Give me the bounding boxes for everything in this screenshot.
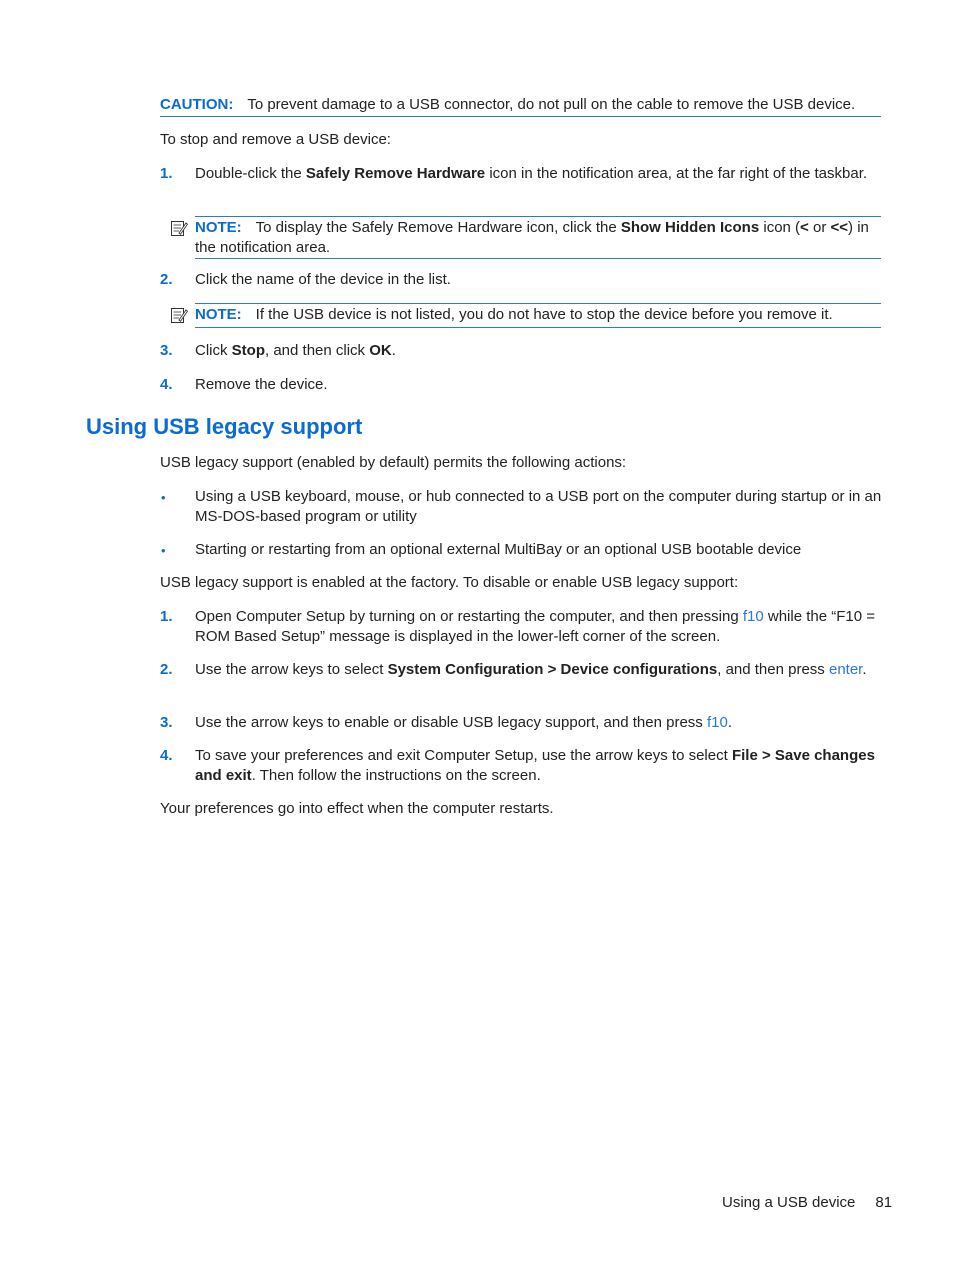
note-label: NOTE: xyxy=(195,306,242,323)
bullet-icon: • xyxy=(161,490,166,505)
closing-text: Your preferences go into effect when the computer restarts. xyxy=(160,800,554,817)
step-text: Use the arrow keys to enable or disable USB legacy support, and then press xyxy=(195,714,707,731)
list-item xyxy=(195,746,885,785)
note-box xyxy=(195,303,881,328)
note-pad-icon xyxy=(170,306,188,324)
caution-label: CAUTION: xyxy=(160,96,234,113)
list-item xyxy=(195,660,885,680)
step-number: 2. xyxy=(160,661,173,678)
step-number: 4. xyxy=(160,747,173,764)
step-text: icon in the notification area, at the far right of the taskbar. xyxy=(485,165,868,182)
step-text: To save your preferences and exit Computer Setup, use the arrow keys to select xyxy=(195,747,732,764)
step-text: , and then press xyxy=(717,661,829,678)
step-number: 1. xyxy=(160,608,173,625)
legacy-enable: USB legacy support is enabled at the factory. To disable or enable USB legacy support: xyxy=(160,574,739,591)
list-item: Remove the device. xyxy=(195,376,328,393)
step-text: Double-click the xyxy=(195,165,306,182)
note-bold: < xyxy=(800,219,809,236)
step-number: 2. xyxy=(160,271,173,288)
note-bold: Show Hidden Icons xyxy=(620,219,760,236)
step-number: 1. xyxy=(160,165,173,182)
step-text: , and then click xyxy=(265,342,370,359)
note-text: To display the Safely Remove Hardware icon, click the xyxy=(255,219,621,236)
step-bold: Stop xyxy=(231,342,265,359)
note-text: If the USB device is not listed, you do not have to stop the device before you remove it. xyxy=(255,306,833,323)
step-text: . xyxy=(862,661,867,678)
step-number: 3. xyxy=(160,342,173,359)
list-item: Starting or restarting from an optional external MultiBay or an optional USB bootable device xyxy=(195,541,802,558)
step-text: Open Computer Setup by turning on or restarting the computer, and then pressing xyxy=(195,608,743,625)
step-bold: OK xyxy=(369,342,392,359)
bullet-icon: • xyxy=(161,543,166,558)
list-item xyxy=(195,713,885,733)
step-number: 3. xyxy=(160,714,173,731)
key-link[interactable]: f10 xyxy=(706,714,728,731)
step-text: . Then follow the instructions on the screen. xyxy=(251,766,541,784)
note-box xyxy=(195,216,881,259)
list-item: Using a USB keyboard, mouse, or hub connected to a USB port on the computer during startup or in an MS-DOS-based program or utility xyxy=(195,488,882,525)
footer-section: Using a USB device xyxy=(722,1194,856,1211)
list-item xyxy=(195,607,885,646)
note-pad-icon xyxy=(170,219,188,237)
note-text: ) in the notification area. xyxy=(195,219,869,256)
step-bold: Safely Remove Hardware xyxy=(305,165,486,182)
caution-box xyxy=(160,95,881,117)
step-text: . xyxy=(391,342,396,359)
note-label: NOTE: xyxy=(195,219,242,236)
key-link[interactable]: f10 xyxy=(742,608,764,625)
legacy-intro: USB legacy support (enabled by default) permits the following actions: xyxy=(160,454,627,471)
note-bold: << xyxy=(830,219,849,236)
step-bold: File > Save changes and exit xyxy=(195,747,875,784)
list-item: Click the name of the device in the list. xyxy=(195,271,451,288)
page-number: 81 xyxy=(875,1194,893,1211)
step-text: Use the arrow keys to select xyxy=(195,661,388,678)
step-number: 4. xyxy=(160,376,173,393)
page-footer xyxy=(722,1193,892,1212)
key-link[interactable]: enter xyxy=(828,661,863,678)
intro-stop: To stop and remove a USB device: xyxy=(160,131,391,148)
step-text: . xyxy=(727,714,732,731)
step-text: Click xyxy=(195,342,232,359)
step-text: while the “F10 = ROM Based Setup” message is displayed in the lower-left corner of the screen. xyxy=(195,608,875,645)
list-item xyxy=(195,341,885,361)
step-bold: System Configuration > Device configurations xyxy=(387,661,718,678)
section-heading: Using USB legacy support xyxy=(86,414,363,439)
list-item xyxy=(195,164,885,184)
caution-text: To prevent damage to a USB connector, do not pull on the cable to remove the USB device. xyxy=(247,96,856,113)
note-text: icon ( xyxy=(759,219,801,236)
note-text: or xyxy=(808,219,831,236)
